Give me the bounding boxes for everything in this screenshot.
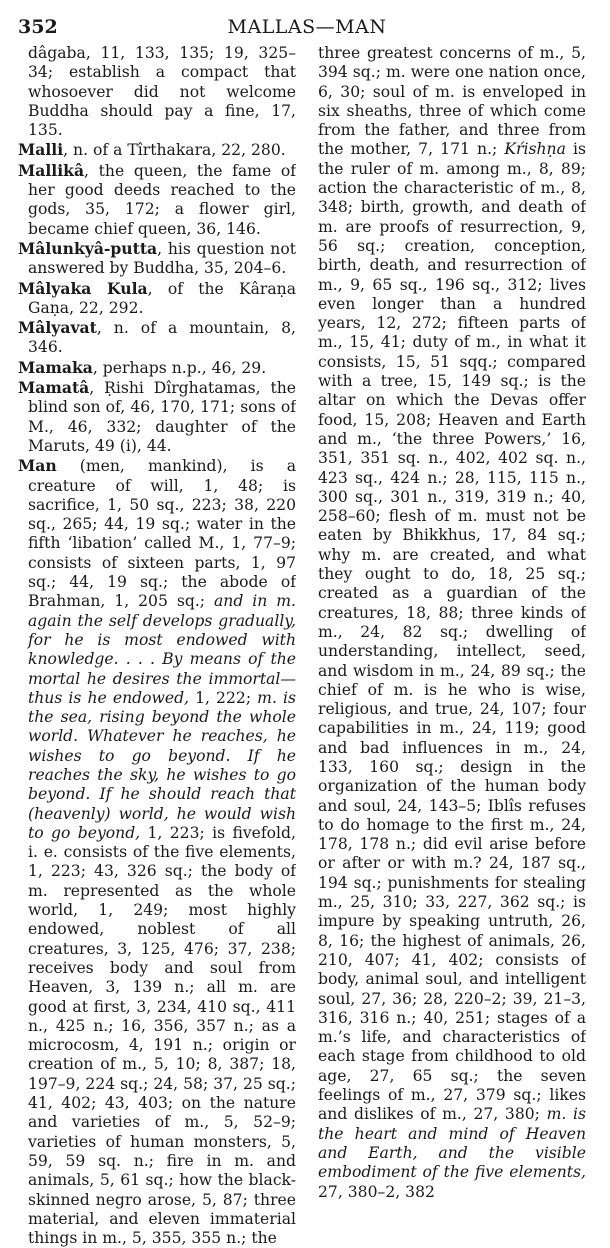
- page-header: [18, 10, 596, 44]
- entry-headword: Mallikâ: [18, 160, 85, 180]
- quotation-text: m. is the heart and mind of Heaven and Earth, and the visible embodiment of the five elements,: [318, 1105, 586, 1182]
- index-entry: [18, 239, 296, 279]
- entry-headword: Mamatâ: [18, 378, 90, 398]
- right-column: [308, 44, 586, 1248]
- entry-text: dâgaba, 11, 133, 135; 19, 325–34; establish a compact that whosoever did not welcome Buddha should pay a fine, 17, 135.: [28, 44, 296, 140]
- entry-text: , of the Kâraṇa Gaṇa, 22, 292.: [28, 279, 296, 317]
- entry-text: 1, 222;: [189, 688, 258, 707]
- entry-text: three greatest concerns of m., 5, 394 sq.; m. were one nation once, 6, 30; soul of m. is enveloped in six sheaths, three of which come from the father, and three from the mother, 7, 171 n.;: [318, 44, 586, 159]
- page-number: 352: [18, 16, 58, 38]
- entry-text: , perhaps n.p., 46, 29.: [92, 358, 267, 377]
- entry-headword: Mâlyaka Kula: [18, 278, 148, 298]
- entry-text: 1, 223; is fivefold, i. e. consists of the five elements, 1, 223; 43, 326 sq.; the body of m. represented as the whole world, 1, 249; most highly endowed, noblest of all creatures, 3, 125, 476; 37, 238; receives body and soul from Heaven, 3, 139 n.; all m. are good at first, 3, 234, 410 sq., 411 n., 425 n.; 16, 356, 357 n.; as a microcosm, 4, 191 n.; origin or creation of m., 5, 10; 8, 387; 18, 197–9, 224 sq.; 24, 58; 37, 25 sq.; 41, 402; 43, 403; on the nature and varieties of m., 5, 52–9; varieties of human monsters, 5, 59, 59 sq. n.; fire in m. and animals, 5, 61 sq.; how the black-skinned negro arose, 5, 87; three material, and eleven immaterial things in m., 5, 355, 355 n.; the: [28, 823, 296, 1248]
- entry-headword: Malli: [18, 140, 64, 160]
- entry-text: is the ruler of m. among m., 8, 89; action the characteristic of m., 8, 348; birth, growth, and death of m. are proofs of resurrection, 9, 56 sq.; creation, conception, birth, death, and resurrection of m., 9, 65 sq., 196 sq., 312; lives even longer than a hundred years, 12, 272; fifteen parts of m., 15, 41; duty of m., in what it consists, 15, 51 sqq.; compared with a tree, 15, 149 sq.; is the altar on which the Devas offer food, 15, 208; Heaven and Earth and m., ‘the three Powers,’ 16, 351, 351 sq. n., 402, 402 sq. n., 423 sq., 424 n.; 28, 115, 115 n., 300 sq., 301 n., 319, 319 n.; 40, 258–60; flesh of m. must not be eaten by Bhikkhus, 17, 84 sq.; why m. are created, and what they ought to do, 18, 25 sq.; created as a guardian of the creatures, 18, 88; three kinds of m., 24, 82 sq.; dwelling of understanding, intellect, seed, and wisdom in m., 24, 89 sq.; the chief of m. is he who is wise, religious, and true, 24, 107; four capabilities in m., 24, 119; good and bad influences in m., 24, 133, 160 sq.; design in the organization of the human body and soul, 24, 143–5; Iblîs refuses to do homage to the first m., 24, 178, 178 n.; did evil arise before or after or with m.? 24, 187 sq., 194 sq.; punishments for stealing m., 25, 310; 33, 227, 362 sq.; is impure by speaking untruth, 26, 8, 16; the highest of animals, 26, 210, 407; 41, 402; consists of body, animal soul, and intelligent soul, 27, 36; 28, 220–2; 39, 21–3, 316, 316 n.; 40, 251; stages of a m.’s life, and characteristics of each stage from childhood to old age, 27, 65 sq.; the seven feelings of m., 27, 379 sq.; likes and dislikes of m., 27, 380;: [318, 140, 586, 1124]
- entry-headword: Mâlunkyâ-putta: [18, 238, 158, 258]
- index-entry: [18, 279, 296, 319]
- index-entry-man-continued: [308, 44, 586, 1202]
- entry-text: 27, 380–2, 382: [318, 1182, 435, 1201]
- index-entry: [18, 378, 296, 456]
- entry-text: , the queen, the fame of her good deeds reached to the gods, 35, 172; a flower girl, became chief queen, 36, 146.: [28, 161, 296, 238]
- entry-text: , Ṛishi Dîrghatamas, the blind son of, 46, 170, 171; sons of M., 46, 332; daughter of the Maruts, 49 (i), 44.: [28, 379, 296, 455]
- entry-headword: Mamaka: [18, 357, 93, 377]
- entry-text: , n. of a mountain, 8, 346.: [28, 319, 296, 357]
- quotation-text: m. is the sea, rising beyond the whole world. Whatever he reaches, he wishes to go beyond. If he reaches the sky, he wishes to go beyond. If he should reach that (heavenly) world, he would wish to go beyond,: [28, 688, 296, 842]
- entry-headword: Mâlyavat: [18, 318, 97, 338]
- index-entry: [18, 358, 296, 378]
- running-head: MALLAS—MAN: [227, 16, 387, 38]
- name-text: Kŕishṇa: [504, 140, 566, 159]
- index-entry: [18, 161, 296, 239]
- entry-headword: Man: [18, 456, 57, 476]
- left-column: [18, 44, 296, 1248]
- index-entry: [18, 140, 296, 160]
- quotation-text: and in m. again the self develops gradually, for he is most endowed with knowledge. . . . By means of the mortal he desires the immortal—thus is he endowed,: [28, 592, 296, 707]
- index-entry-man: [18, 456, 296, 1248]
- index-entry: [18, 44, 296, 140]
- entry-text: (men, mankind), is a creature of will, 1, 48; is sacrifice, 1, 50 sq., 223; 38, 220 sq., 265; 44, 19 sq.; water in the fifth ‘libation’ called M., 1, 77–9; consists of sixteen parts, 1, 97 sq.; 44, 19 sq.; the abode of Brahman, 1, 205 sq.;: [28, 457, 296, 611]
- entry-text: , n. of a Tîrthakara, 22, 280.: [63, 141, 286, 160]
- entry-text: , his question not answered by Buddha, 35, 204–6.: [28, 239, 296, 278]
- index-columns: [18, 44, 596, 1248]
- index-entry: [18, 318, 296, 358]
